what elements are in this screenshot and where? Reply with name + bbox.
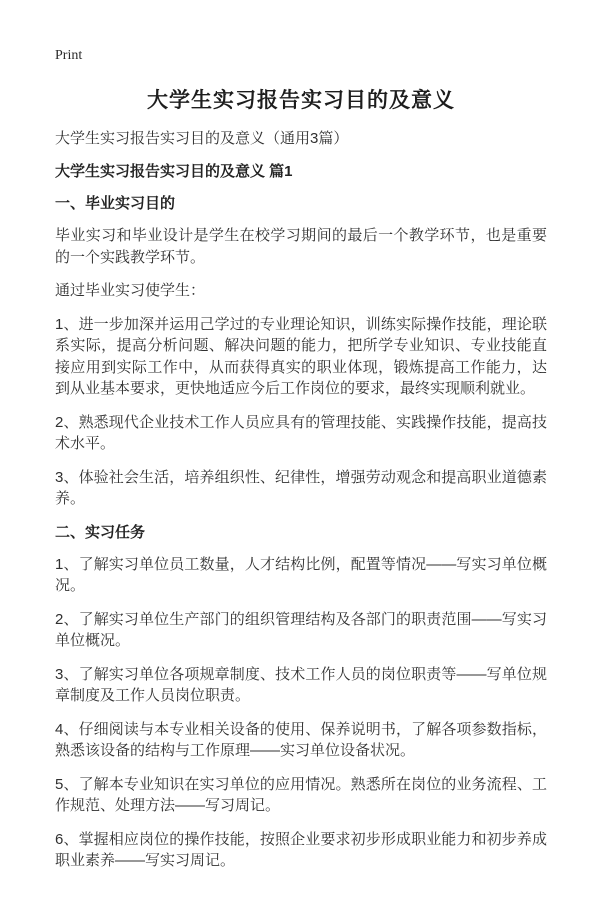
page-title: 大学生实习报告实习目的及意义 [147, 89, 455, 112]
document-subtitle: 大学生实习报告实习目的及意义（通用3篇） [55, 130, 349, 147]
paragraph: 5、了解本专业知识在实习单位的应用情况。熟悉所在岗位的业务流程、工作规范、处理方法——写习周记。 [55, 775, 547, 814]
paragraph: 通过毕业实习使学生： [55, 282, 206, 299]
paragraph: 4、仔细阅读与本专业相关设备的使用、保养说明书，了解各项参数指标，熟悉该设备的结构与工作原理——实习单位设备状况。 [55, 720, 547, 759]
paragraph: 2、了解实习单位生产部门的组织管理结构及各部门的职责范围——写实习单位概况。 [55, 610, 547, 649]
paragraph: 毕业实习和毕业设计是学生在校学习期间的最后一个教学环节，也是重要的一个实践教学环节。 [55, 227, 547, 266]
paragraph: 3、了解实习单位各项规章制度、技术工作人员的岗位职责等——写单位规章制度及工作人员岗位职责。 [55, 665, 547, 704]
article-title: 大学生实习报告实习目的及意义 篇1 [55, 163, 293, 180]
paragraph: 2、熟悉现代企业技术工作人员应具有的管理技能、实践操作技能，提高技术水平。 [55, 413, 547, 452]
print-link[interactable]: Print [55, 48, 83, 63]
paragraph: 1、进一步加深并运用己学过的专业理论知识，训练实际操作技能，理论联系实际，提高分析问题、解决问题的能力，把所学专业知识、专业技能直接应用到实际工作中，从而获得真实的职业体现，锻炼提高工作能力，达到从业基本要求，更快地适应今后工作岗位的要求，最终实现顺利就业。 [55, 315, 547, 397]
paragraph: 6、掌握相应岗位的操作技能，按照企业要求初步形成职业能力和初步养成职业素养——写实习周记。 [55, 830, 547, 869]
paragraph: 3、体验社会生活，培养组织性、纪律性，增强劳动观念和提高职业道德素养。 [55, 468, 547, 507]
section-heading-tasks: 二、实习任务 [55, 523, 146, 541]
paragraph: 1、了解实习单位员工数量，人才结构比例，配置等情况——写实习单位概况。 [55, 555, 547, 594]
section-heading-purpose: 一、毕业实习目的 [55, 195, 176, 212]
